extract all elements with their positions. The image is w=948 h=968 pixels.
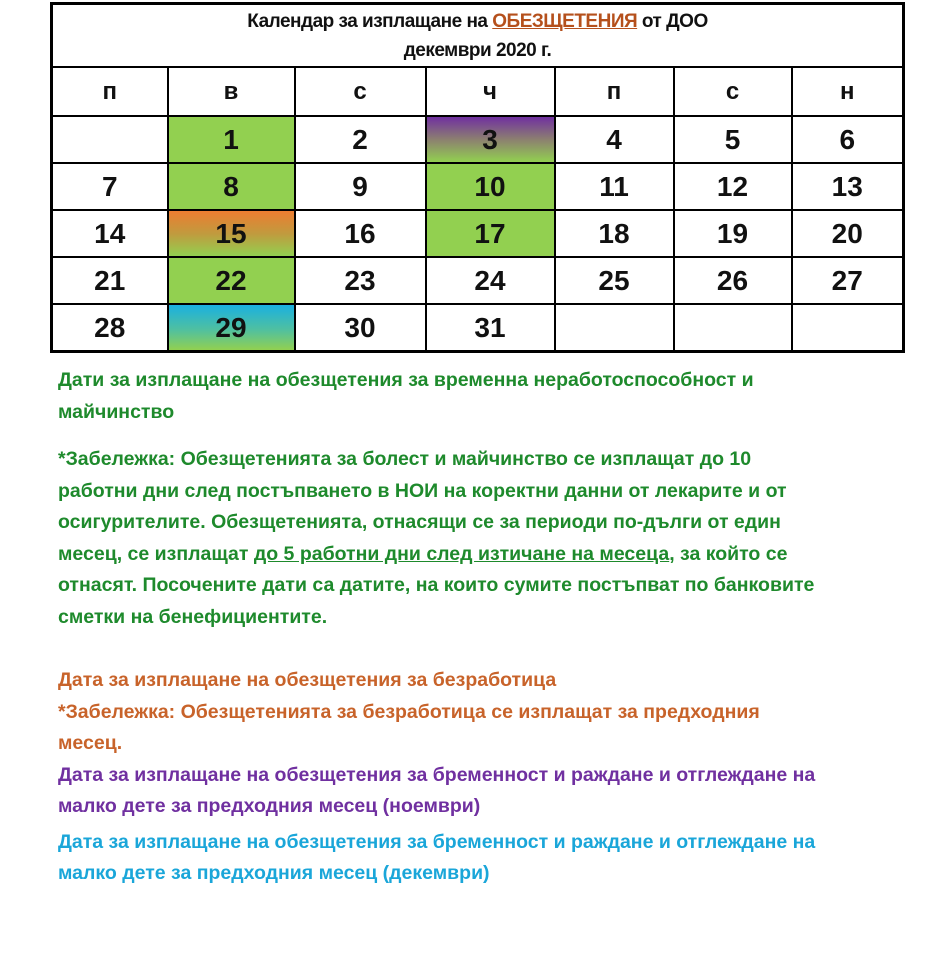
day-cell: 3 [426,116,555,163]
day-cell: 27 [792,257,904,304]
note-line: осигурителите. Обезщетенията, отнасящи се за периоди по-дълги от един [58,511,781,533]
legend-line: Дати за изплащане на обезщетения за временна неработоспособност и [58,369,754,391]
weekday-header: ч [426,67,555,116]
day-cell: 5 [674,116,792,163]
note-line: отнасят. Посочените дати са датите, на които сумите постъпват по банковите [58,574,815,596]
note-line: работни дни след постъпването в НОИ на коректни данни от лекарите и от [58,479,787,502]
day-cell: 30 [295,304,426,352]
day-cell: 21 [52,257,168,304]
note-line: месец. [58,732,123,754]
week-row [52,257,904,304]
weekday-header: н [792,67,904,116]
day-cell: 28 [52,304,168,352]
title-suffix: от ДОО [637,10,708,32]
calendar-table [50,2,905,353]
empty-cell [555,304,674,352]
note-line: *Забележка: Обезщетенията за безработица се изплащат за предходния [58,700,760,723]
legend-line: Дата за изплащане на обезщетения за безработица [58,669,557,691]
day-cell: 25 [555,257,674,304]
note-underlined-text: до 5 работни дни след изтичане на месеца [253,542,670,565]
day-cell: 17 [426,210,555,257]
note-text: месец, се изплащат [58,542,254,565]
weekday-header: с [674,67,792,116]
day-cell: 18 [555,210,674,257]
calendar-subtitle: декември 2020 г. [403,39,552,61]
sickness-note [58,444,815,633]
week-row [52,163,904,210]
day-cell: 8 [168,163,295,210]
day-cell: 26 [674,257,792,304]
day-cell: 15 [168,210,295,257]
legend-line: Дата за изплащане на обезщетения за бременност и раждане и отглеждане на [58,830,816,853]
day-cell: 7 [52,163,168,210]
weekday-header: п [52,67,168,116]
week-row [52,116,904,163]
legend-line: малко дете за предходния месец (декември) [58,862,490,884]
day-cell: 6 [792,116,904,163]
day-cell: 19 [674,210,792,257]
title-highlight: ОБЕЗЩЕТЕНИЯ [492,10,638,32]
day-cell: 12 [674,163,792,210]
weekday-header-row [52,67,904,116]
note-line: *Забележка: Обезщетенията за болест и майчинство се изплащат до 10 [58,448,752,470]
day-cell: 29 [168,304,295,352]
note-line: сметки на бенефициентите. [58,605,328,628]
legend-pregnancy-december [58,827,815,890]
legend-notes [58,365,815,890]
weekday-header: в [168,67,295,116]
note-text: , за който се [669,542,788,565]
title-prefix: Календар за изплащане на [247,10,493,32]
day-cell: 4 [555,116,674,163]
empty-cell [792,304,904,352]
legend-unemployment [58,665,815,760]
day-cell: 31 [426,304,555,352]
legend-line: Дата за изплащане на обезщетения за бременност и раждане и отглеждане на [58,763,816,786]
day-cell: 13 [792,163,904,210]
day-cell: 20 [792,210,904,257]
day-cell: 16 [295,210,426,257]
week-row [52,304,904,352]
day-cell: 24 [426,257,555,304]
empty-cell [674,304,792,352]
day-cell: 11 [555,163,674,210]
day-cell: 9 [295,163,426,210]
weekday-header: п [555,67,674,116]
week-row [52,210,904,257]
legend-line: малко дете за предходния месец (ноември) [58,795,481,817]
legend-pregnancy-november [58,760,815,823]
day-cell: 2 [295,116,426,163]
day-cell: 22 [168,257,295,304]
legend-line: майчинство [58,400,175,423]
day-cell: 23 [295,257,426,304]
calendar-title [52,4,904,68]
note-line [58,539,815,571]
day-cell: 10 [426,163,555,210]
empty-cell [52,116,168,163]
day-cell: 1 [168,116,295,163]
day-cell: 14 [52,210,168,257]
weekday-header: с [295,67,426,116]
legend-sickness [58,365,815,428]
